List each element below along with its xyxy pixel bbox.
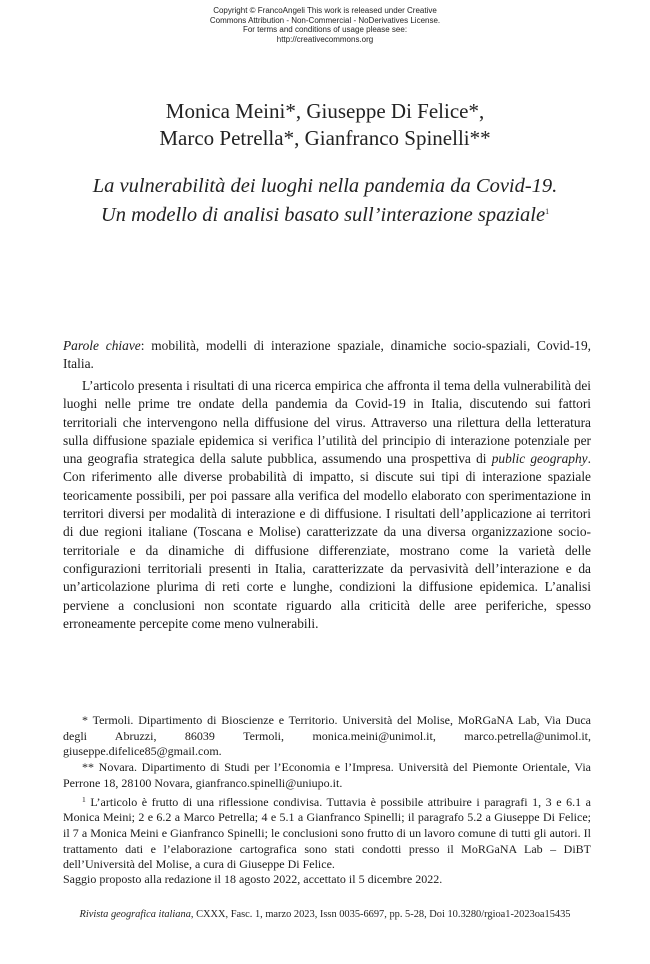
- abstract: [63, 377, 591, 633]
- license-url: http://creativecommons.org: [276, 34, 374, 44]
- title-line-text: Un modello di analisi basato sull’interazione spaziale: [100, 204, 546, 226]
- footnotes: [63, 713, 591, 873]
- abstract-emphasis: public geography: [491, 451, 588, 467]
- license-line: Copyright © FrancoAngeli This work is released under Creative: [213, 6, 437, 15]
- keywords-label: Parole chiave: [63, 338, 141, 353]
- affiliation-note: * Termoli. Dipartimento di Bioscienze e Territorio. Università del Molise, MoRGaNA Lab, Via Duca degli Abruzzi, 86039 Termoli, monica.meini@unimol.it, marco.petrella@unimol.it, giuseppe.difelice85@gmail.com.: [63, 713, 591, 759]
- abstract-text: L’articolo presenta i risultati di una ricerca empirica che affronta il tema della vulnerabilità dei luoghi nelle prime tre ondate della pandemia da Covid-19 in Italia, discutendo sui fattori territoriali che intervengono nella diffusione del virus. Attraverso una rilettura della letteratura sulla diffusione spaziale epidemica si verifica l’utilità del principio di interazione potenziale per una geografia strategica della salute pubblica, assumendo una prospettiva di: [63, 378, 591, 467]
- title-line: [0, 199, 650, 228]
- affiliation-note: ** Novara. Dipartimento di Studi per l’Economia e l’Impresa. Università del Piemonte Orientale, Via Perrone 18, 28100 Novara, gianfranco.spinelli@uniupo.it.: [63, 760, 591, 790]
- author-line: Monica Meini*, Giuseppe Di Felice*,: [165, 99, 485, 123]
- page-footer: [0, 908, 650, 921]
- license-notice: [0, 6, 650, 44]
- license-line: Commons Attribution - Non-Commercial - NoDerivatives License.: [209, 15, 441, 25]
- journal-name: Rivista geografica italiana: [79, 909, 191, 920]
- footnote-mark: 1: [82, 794, 86, 804]
- footnote: [63, 792, 591, 874]
- citation-details: , CXXX, Fasc. 1, marzo 2023, Issn 0035-6697, pp. 5-28, Doi 10.3280/rgioa1-2023oa15435: [190, 909, 571, 920]
- keywords: [63, 337, 591, 374]
- article-title: [0, 173, 650, 228]
- author-line: Marco Petrella*, Gianfranco Spinelli**: [159, 126, 491, 150]
- keywords-text: : mobilità, modelli di interazione spaziale, dinamiche socio-spaziali, Covid-19, Italia.: [63, 338, 591, 372]
- license-line: For terms and conditions of usage please see:: [242, 25, 408, 34]
- abstract-text: . Con riferimento alle diverse probabilità di impatto, si discute sui tipi di interazione spaziale teoricamente possibili, per poi passare alla verifica del modello elaborato con sperimentazione in territori diversi per modalità di interazione e di diffusione. I risultati dell’applicazione ai territori di due regioni italiane (Toscana e Molise) caratterizzate da una diversa organizzazione socio-territoriale e da dinamiche di diffusione differenziate, mostrano come la varietà delle configurazioni territoriali presenti in Italia, caratterizzate da pervasività dell’interazione e da un’articolazione plurima di reti corte e lunghe, condizioni la diffusione epidemica. L’analisi perviene a conclusioni non scontate riguardo alla criticità delle aree periferiche, spesso erroneamente percepite come meno vulnerabili.: [63, 451, 591, 631]
- footnote-text: L’articolo è frutto di una riflessione condivisa. Tuttavia è possibile attribuire i paragrafi 1, 3 e 6.1 a Monica Meini; 2 e 6.2 a Marco Petrella; 4 e 5.1 a Gianfranco Spinelli; il paragrafo 5.2 a Giuseppe Di Felice; il 7 a Monica Meini e Gianfranco Spinelli; le conclusioni sono frutto di un lavoro comune di tutti gli autori. Il trattamento dati e l’elaborazione cartografica sono stati condotti presso il MoRGaNA Lab – DiBT dell’Università del Molise, a cura di Giuseppe Di Felice.: [63, 794, 591, 872]
- title-line: La vulnerabilità dei luoghi nella pandemia da Covid-19.: [92, 175, 558, 197]
- submission-note: Saggio proposto alla redazione il 18 agosto 2022, accettato il 5 dicembre 2022.: [63, 872, 443, 886]
- title-footnote-mark: 1: [545, 207, 550, 216]
- author-list: [0, 98, 650, 152]
